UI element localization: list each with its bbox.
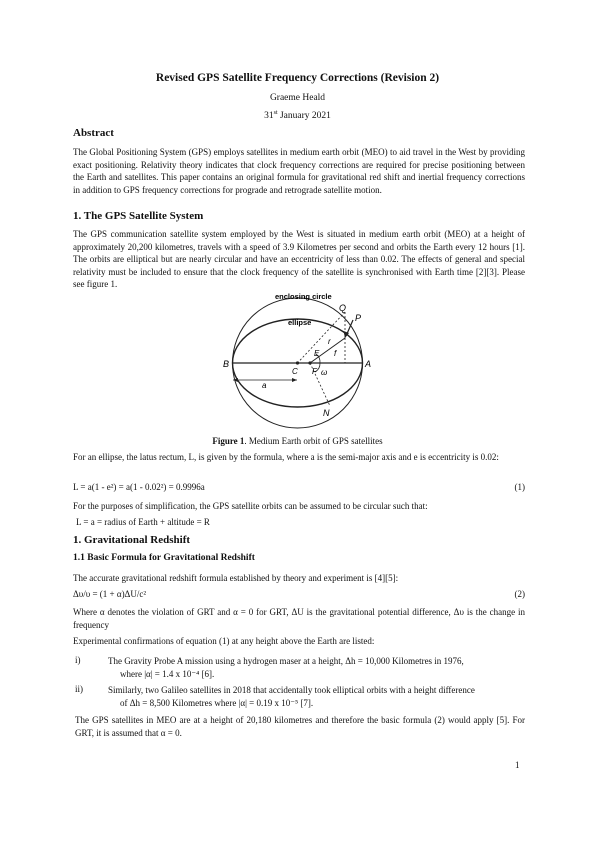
point-a-label: A: [365, 359, 372, 369]
where-text: Where α denotes the violation of GRT and α = 0 for GRT, ΔU is the gravitational potential difference, Δυ is the change in frequency: [73, 607, 525, 630]
section-2-heading: 1. Gravitational Redshift: [73, 534, 191, 546]
angle-f-label: f: [334, 349, 337, 358]
page-number: 1: [515, 760, 520, 770]
section-1-heading: 1. The GPS Satellite System: [73, 210, 204, 222]
list-item-1-number: i): [75, 655, 81, 665]
list-item-2: [108, 684, 518, 709]
abstract-text: The Global Positioning System (GPS) employs satellites in medium earth orbit (MEO) to aid travel in the West by providing exact positioning. Relativity theory indicates that clock frequency corrections are required for precise positioning between the Earth and satellites. This paper contains an original formula for gravitational red shift and inertial frequency corrections in addition to GPS frequency corrections for prograde and retrograde satellite motion.: [73, 147, 525, 195]
equation-1: [73, 482, 525, 492]
angle-omega-label: ω: [321, 368, 328, 377]
abstract-heading: Abstract: [73, 127, 114, 139]
focus-f-label: F: [312, 367, 317, 376]
radius-equation: L = a = radius of Earth + altitude = R: [76, 517, 210, 527]
point-e-label: E: [314, 349, 320, 358]
focus-point: [308, 361, 311, 364]
enclosing-circle-label: enclosing circle: [275, 292, 332, 301]
final-text: The GPS satellites in MEO are at a height of 20,180 kilometres and therefore the basic formula (2) would apply [5]. For GRT, it is assumed that α = 0.: [75, 715, 525, 738]
ellipse-label: ellipse: [288, 318, 312, 327]
simplification-text: For the purposes of simplification, the GPS satellite orbits can be assumed to be circular such that:: [73, 501, 428, 511]
list-item-1: [108, 655, 518, 680]
accurate-formula-text: The accurate gravitational redshift formula established by theory and experiment is [4][5]:: [73, 573, 399, 583]
list-item-1-line-1: The Gravity Probe A mission using a hydrogen maser at a height, Δh = 10,000 Kilometres in 1976,: [108, 656, 464, 666]
equation-1-number: (1): [514, 482, 525, 492]
figure-caption-text: . Medium Earth orbit of GPS satellites: [244, 436, 383, 446]
semi-major-arrow-right: [292, 378, 297, 382]
semi-major-a-label: a: [262, 381, 267, 390]
point-q-label: Q: [339, 303, 347, 313]
orbit-figure: [220, 288, 375, 430]
equation-2-text: Δυ/υ = (1 + α)ΔU/c²: [73, 589, 147, 599]
list-item-2-number: ii): [75, 684, 83, 694]
publication-date: [0, 110, 595, 121]
date-rest: January 2021: [277, 111, 331, 122]
subsection-1-1-heading: 1.1 Basic Formula for Gravitational Redshift: [73, 553, 255, 563]
equation-2: [73, 589, 525, 599]
point-b-label: B: [223, 359, 230, 369]
author-name: Graeme Heald: [269, 93, 326, 103]
center-point: [296, 361, 299, 364]
section-1-text: The GPS communication satellite system employed by the West is situated in medium earth orbit (MEO) at a height of approximately 20,200 kilometres, travels with a speed of 3.9 Kilometres per second and orbits the Earth every 12 hours [1]. The orbits are elliptical but are nearly circular and have an eccentricity of less than 0.02. The effects of general and special relativity must be included to ensure that the clock frequency of the satellite is synchronised with Earth time [2][3]. Please see figure 1.: [73, 229, 525, 290]
figure-caption-label: Figure 1: [212, 436, 245, 446]
point-p-label: P: [355, 313, 362, 323]
date-day: 31: [264, 111, 274, 122]
paper-title: Revised GPS Satellite Frequency Corrections (Revision 2): [155, 72, 440, 84]
ellipse-text: For an ellipse, the latus rectum, L, is given by the formula, where a is the semi-major axis and e is eccentricity is 0.02:: [73, 452, 499, 462]
equation-1-text: L = a(1 - e²) = a(1 - 0.02²) = 0.9996a: [73, 482, 205, 492]
list-item-1-line-2: where |α| = 1.4 x 10⁻⁴ [6].: [120, 668, 215, 679]
point-c-label: C: [292, 367, 298, 376]
radius-r-label: r: [328, 337, 331, 346]
list-item-2-line-1: Similarly, two Galileo satellites in 2018 that accidentally took elliptical orbits with a height difference: [108, 685, 475, 695]
equation-2-number: (2): [514, 589, 525, 599]
list-item-2-line-2: of Δh = 8,500 Kilometres where |α| = 0.19 x 10⁻⁵ [7].: [120, 697, 314, 708]
point-n-label: N: [323, 408, 330, 418]
figure-caption: [0, 436, 595, 446]
experimental-text: Experimental confirmations of equation (1) at any height above the Earth are listed:: [73, 636, 375, 646]
date-suffix: st: [273, 110, 278, 116]
